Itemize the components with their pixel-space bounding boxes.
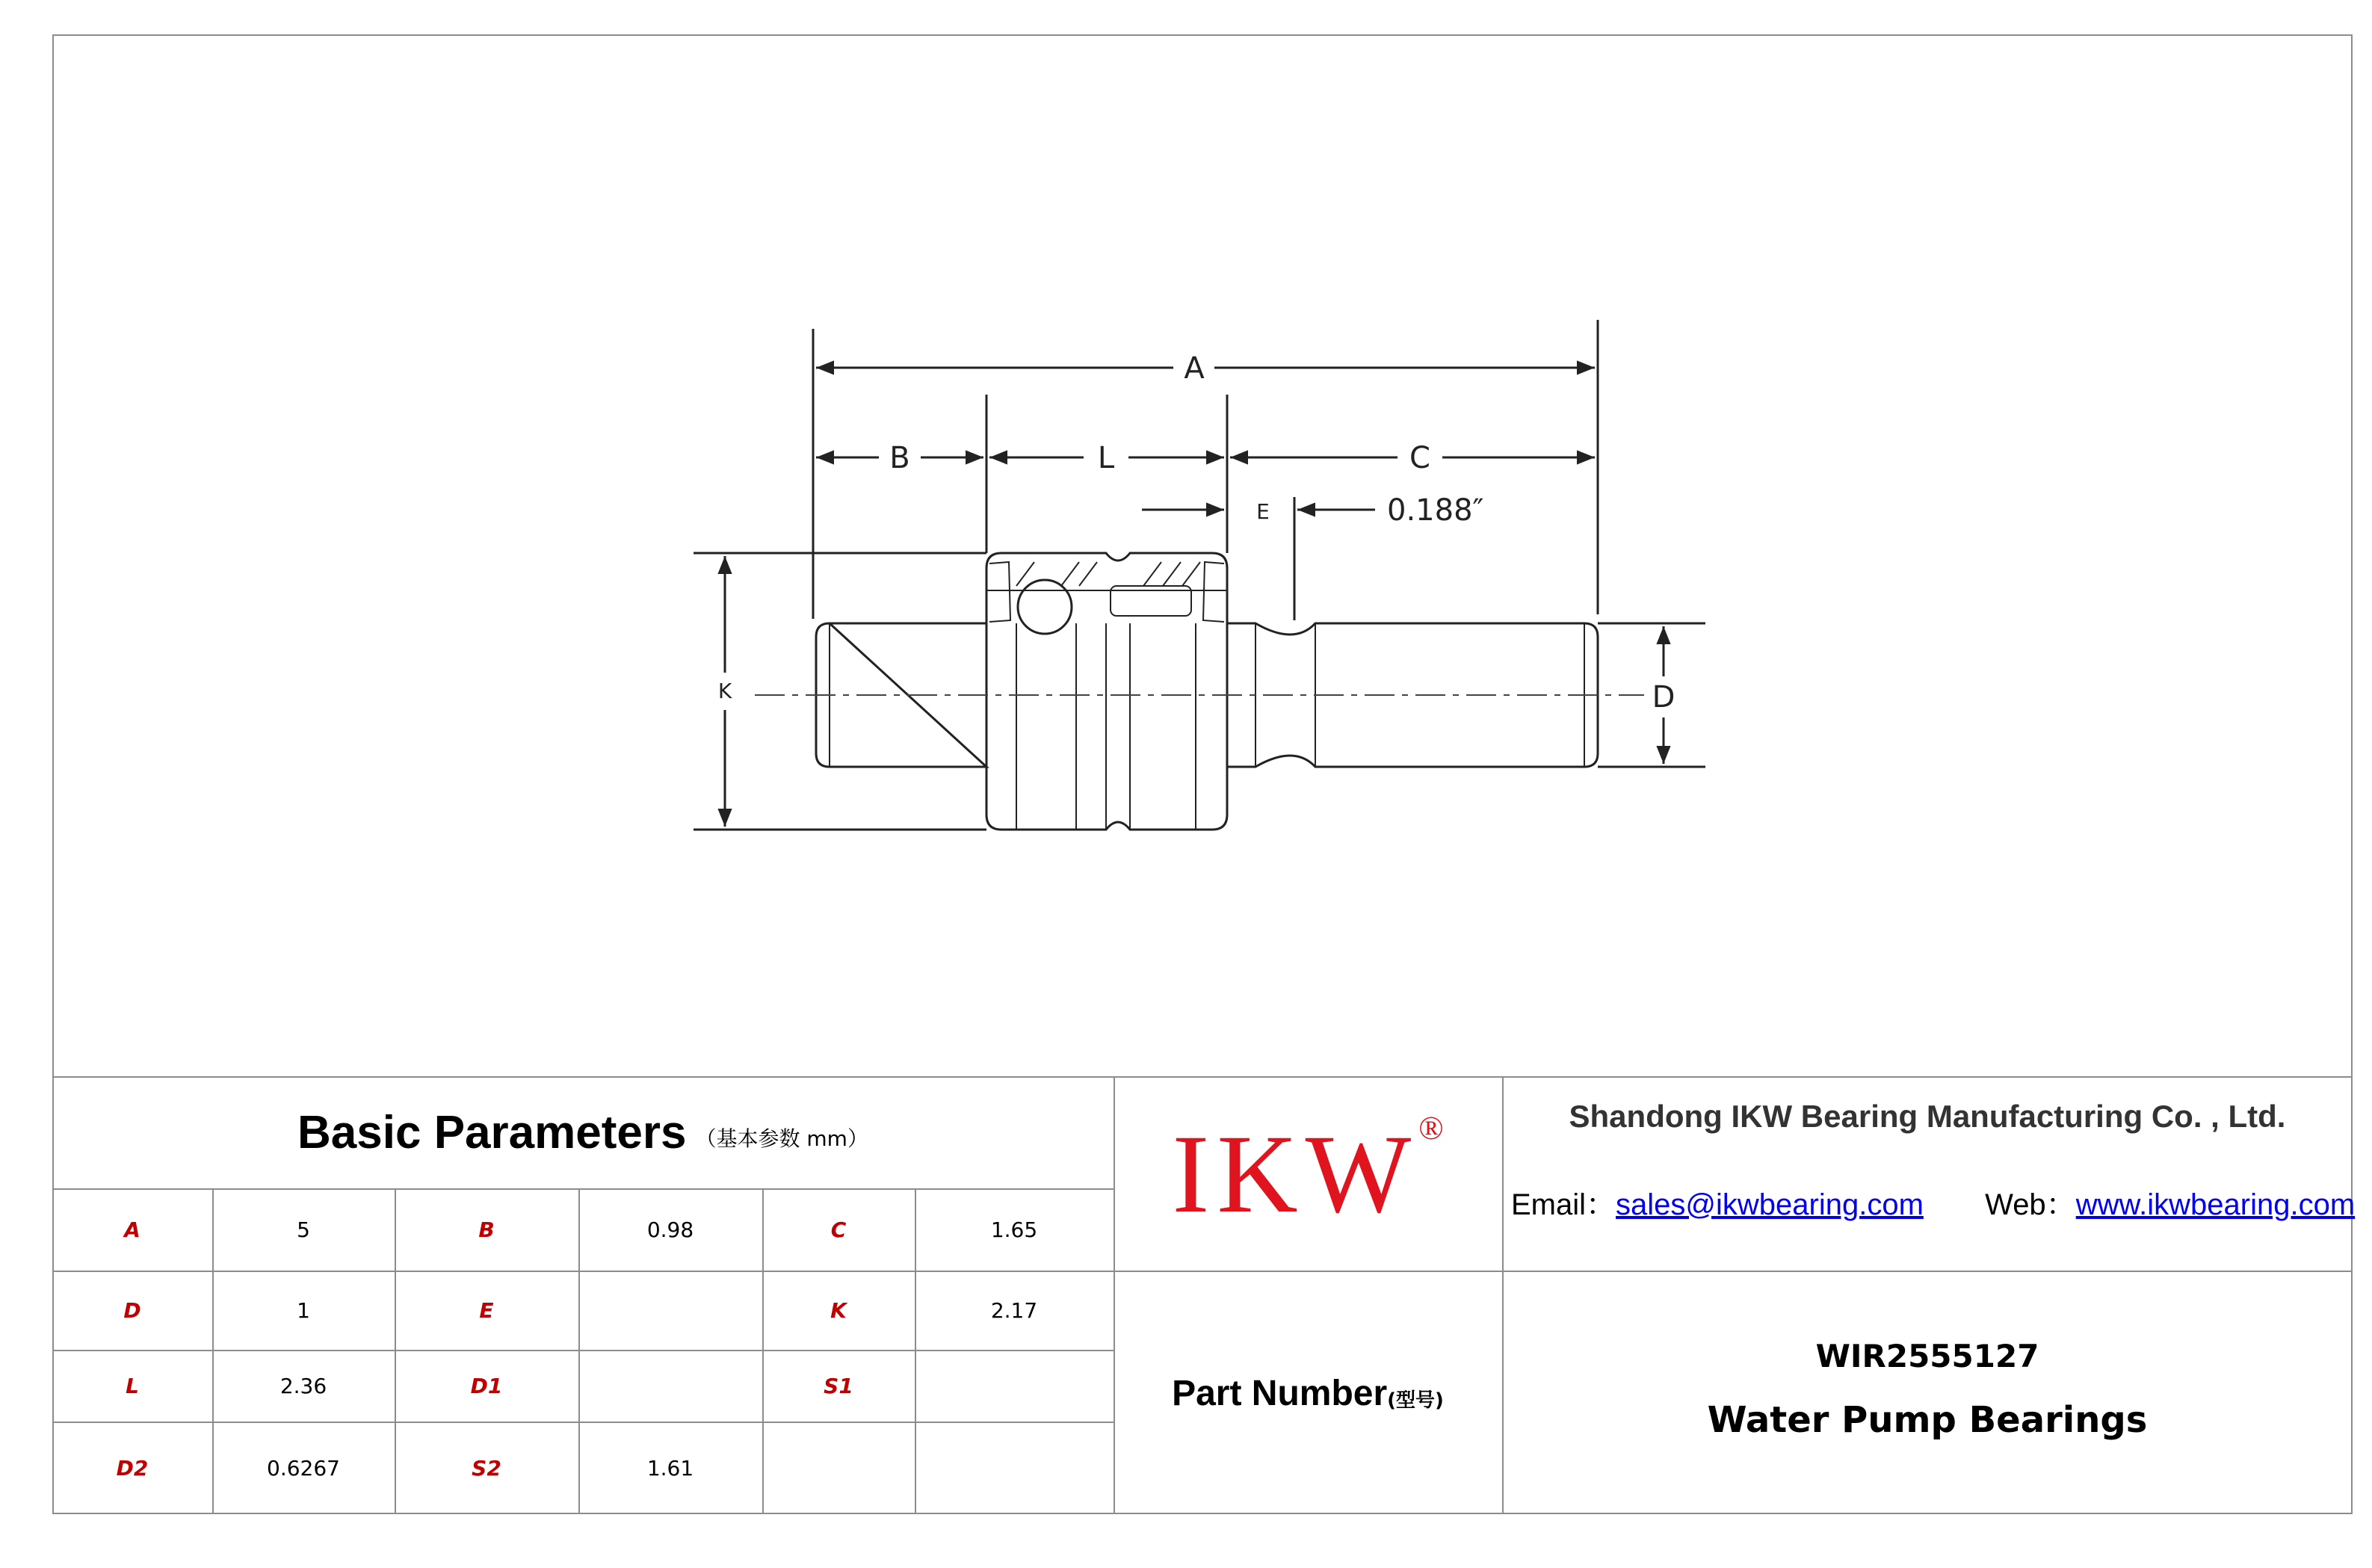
dim-label-e: E [1256,499,1270,524]
dim-label-c: C [1409,441,1430,475]
dim-label-a: A [1184,351,1205,386]
param-key-l: L [126,1373,139,1398]
tb-col-7 [1502,1076,1504,1514]
param-val-l: 2.36 [279,1373,327,1398]
dim-label-groove: 0.188″ [1387,493,1484,528]
param-val-e [578,1271,762,1350]
param-key-a: A [124,1217,140,1242]
param-key-s1: S1 [824,1373,853,1398]
param-val-s1 [915,1350,1114,1422]
param-val-empty [915,1422,1114,1514]
param-key-k: K [830,1297,847,1323]
seal-left [989,562,1010,622]
part-number-label-text: Part Number [1172,1373,1388,1413]
dim-label-l: L [1097,441,1115,475]
param-key-c: C [830,1217,847,1242]
logo-text: IKW [1172,1112,1419,1236]
param-key-d2: D2 [116,1455,149,1481]
ikw-logo [1114,1076,1502,1272]
param-val-k: 2.17 [990,1297,1038,1323]
email-link[interactable]: sales@ikwbearing.com [1616,1188,1924,1221]
dim-label-d: D [1652,680,1675,714]
company-name: Shandong IKW Bearing Manufacturing Co. , Ltd. [1569,1099,2286,1134]
email-label: Email： [1511,1188,1616,1221]
contact-line [1511,1181,2356,1223]
param-val-c: 1.65 [990,1217,1038,1242]
dim-label-b: B [889,441,910,475]
param-key-b: B [478,1217,495,1242]
part-number-label [1114,1272,1502,1514]
param-val-b: 0.98 [646,1217,694,1242]
part-type: Water Pump Bearings [1707,1399,2148,1441]
param-val-a: 5 [297,1217,310,1242]
web-label: Web： [1985,1188,2076,1221]
param-key-d1: D1 [470,1373,503,1398]
web-link[interactable]: www.ikwbearing.com [2075,1188,2356,1221]
params-title-text: Basic Parameters [297,1106,687,1158]
seal-right [1203,562,1224,622]
bearing-ball [1018,580,1072,634]
param-key-e: E [479,1297,494,1323]
params-subtitle: （基本参数 mm） [695,1126,868,1151]
param-val-d: 1 [297,1297,310,1323]
bearing-hatching [1016,562,1200,586]
param-key-d: D [123,1297,141,1323]
param-val-d2: 0.6267 [267,1455,340,1481]
registered-mark: ® [1418,1110,1444,1146]
part-number-value: WIR2555127 [1815,1338,2039,1374]
param-val-s2: 1.61 [646,1455,694,1481]
part-number-label-cn: (型号) [1387,1389,1444,1412]
param-key-empty [762,1422,915,1514]
param-val-d1 [578,1350,762,1422]
param-key-s2: S2 [472,1455,501,1481]
dim-label-k: K [717,679,732,703]
params-title [52,1076,1114,1188]
